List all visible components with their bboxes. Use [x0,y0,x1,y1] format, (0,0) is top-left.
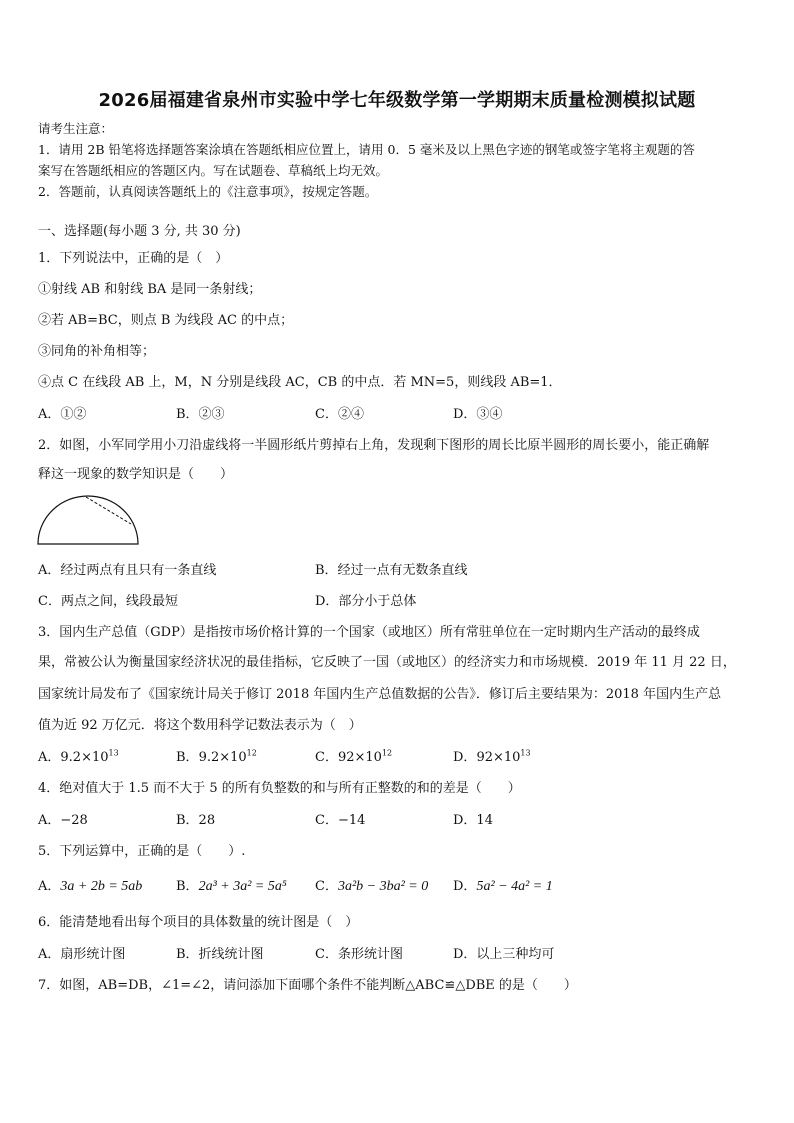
q3-line-1: 3．国内生产总值（GDP）是指按市场价格计算的一个国家（或地区）所有常驻单位在一定时期内生产活动的最终成 [38,625,700,640]
q4-option-c: C．−14 [315,813,366,828]
q1-option-d: D．③④ [453,407,503,422]
q5-option-c: C．3a²b − 3ba² = 0 [315,879,429,894]
q3-option-b: B．$9.2\times 10^{12}$ [176,748,257,765]
q5-stem: 5．下列运算中，正确的是（ ）. [38,844,246,859]
q1-stem: 1．下列说法中，正确的是（ ） [38,251,229,266]
section-heading: 一、选择题(每小题 3 分, 共 30 分) [38,224,241,239]
q2-option-b: B．经过一点有无数条直线 [315,563,468,578]
q3-option-a: A．$9.2\times 10^{13}$ [38,748,119,765]
q2-option-a: A．经过两点有且只有一条直线 [38,563,217,578]
notice-line-3: 2．答题前，认真阅读答题纸上的《注意事项》，按规定答题。 [38,184,378,199]
notice-heading: 请考生注意： [38,121,114,136]
q6-option-b: B．折线统计图 [176,947,264,962]
q5-option-d: D．5a² − 4a² = 1 [453,879,553,894]
q5-option-a: A．3a + 2b = 5ab [38,879,143,894]
q1-statement-4: ④点 C 在线段 AB 上，M，N 分别是线段 AC，CB 的中点．若 MN=5，则线段 AB=1． [38,375,562,390]
q2-option-c: C．两点之间，线段最短 [38,594,178,609]
q3-line-2: 果，常被公认为衡量国家经济状况的最佳指标，它反映了一国（或地区）的经济实力和市场规模．2019 年 11 月 22 日， [38,655,736,670]
q2-stem-line-1: 2．如图，小军同学用小刀沿虚线将一半圆形纸片剪掉右上角，发现剩下图形的周长比原半圆形的周长要小，能正确解 [38,438,710,453]
q1-option-a: A．①② [38,407,87,422]
q1-option-b: B．②③ [176,407,225,422]
exam-title: 2026届福建省泉州市实验中学七年级数学第一学期期末质量检测模拟试题 [98,90,696,111]
q4-option-d: D．14 [453,813,493,828]
q1-statement-3: ③同角的补角相等； [38,344,156,359]
notice-line-1: 1．请用 2B 铅笔将选择题答案涂填在答题纸相应位置上，请用 0．5 毫米及以上黑色字迹的钢笔或签字笔将主观题的答 [38,142,695,157]
q6-stem: 6．能清楚地看出每个项目的具体数量的统计图是（ ） [38,915,359,930]
q1-option-c: C．②④ [315,407,364,422]
q3-line-4: 值为近 92 万亿元．将这个数用科学记数法表示为（ ） [38,718,362,733]
q4-stem: 4．绝对值大于 1.5 而不大于 5 的所有负整数的和与所有正整数的和的差是（ ） [38,781,521,796]
q3-line-3: 国家统计局发布了《国家统计局关于修订 2018 年国内生产总值数据的公告》．修订后主要结果为：2018 年国内生产总 [38,687,722,702]
q2-stem-line-2: 释这一现象的数学知识是（ ） [38,467,234,482]
q2-option-d: D．部分小于总体 [315,594,417,609]
notice-line-2: 案写在答题纸相应的答题区内。写在试题卷、草稿纸上均无效。 [38,163,389,178]
q6-option-a: A．扇形统计图 [38,947,126,962]
q1-statement-2: ②若 AB=BC，则点 B 为线段 AC 的中点； [38,313,294,328]
q7-stem: 7．如图，AB=DB，∠1=∠2，请问添加下面哪个条件不能判断△ABC≌△DBE 的是（ ） [38,978,577,993]
q4-option-a: A．−28 [38,813,88,828]
q6-option-c: C．条形统计图 [315,947,403,962]
semicircle-outline [38,496,138,544]
semicircle-figure [36,494,140,546]
q4-option-b: B．28 [176,813,216,828]
q1-statement-1: ①射线 AB 和射线 BA 是同一条射线； [38,282,262,297]
q3-option-d: D．$92\times 10^{13}$ [453,748,531,765]
q5-option-b: B．2a³ + 3a² = 5a⁵ [176,879,287,894]
q3-option-c: C．$92\times 10^{12}$ [315,748,393,765]
q6-option-d: D．以上三种均可 [453,947,555,962]
